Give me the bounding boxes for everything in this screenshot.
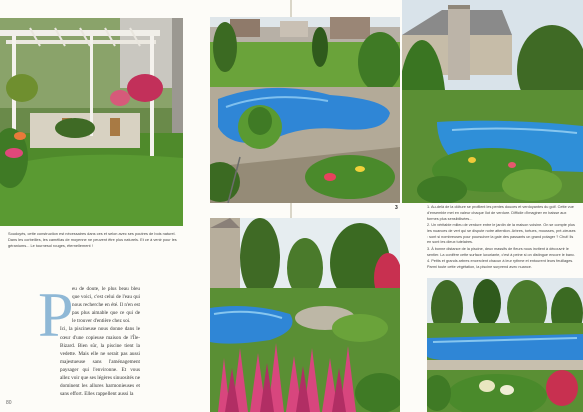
photo-pool-pink-flowers (210, 218, 400, 412)
caption-2: 2. Un véritable milieu de verdure entre le jardin de la maison voisine. On se compte plus les nuances de vert qui se dispute notre attention. Arbres, tortues, mousses, pré-cieuses : sont si nombreuses pour poursuivre la gaie des passants un grand potager ? Chut! Ils en sont les dieux tutelaires. (427, 222, 576, 245)
photo-caption: Soudoyés, cette construction est nécessaires dans ces et selon avec ses poutres de bois naturel. Dans les corbeilles, les camélias de moyenne ne peuvent être plus naturels. Et ce à venir pour les géraniums... Le tournesol rouges, éternellement ! (8, 231, 177, 248)
photo-pergola-garden (0, 18, 183, 226)
caption-3: 3. À bonne distance de la piscine, deux massifs de fleurs nous invitent à découvrir le sentier. La conifère cette surface luxuriante, c'est à peine si on distingue encore le banc. (427, 246, 576, 257)
photo-house-pool (402, 0, 583, 203)
photo-marker-3: 3 (395, 205, 398, 211)
drop-cap: P (38, 279, 74, 350)
article-body (60, 285, 140, 398)
photo-pool-golf (210, 17, 400, 203)
caption-4: 4. Petits et grands arbres encerclent chacun à leur rythme et entourent leurs feuillages. Parmi toute cette végétation, la piscine surprend avec nuance. (427, 258, 574, 269)
article-lead-in: eu de doute, le plus beau bleu que voici, c'est celui de l'eau qui nous recherche en été. Il n'en est pas plus aimable que ce qui de le trouver d'entière chez soi. (72, 286, 140, 325)
article-paragraph: Ici, la piscineuse nous donne dans le cœur d'une copieuse maison de l'Île-Bizard. Bien sûr, la piscine tient la vedette. Mais elle ne serait pas aussi majestueuse sans l'aménagement paysager qui l'environne. Et vous allez voir que ses légères sinuosités ne dominent les allures harmonieuses et sans effort. Elles rappellent aussi la (60, 326, 140, 398)
page-number: 80 (6, 400, 12, 406)
numbered-captions (427, 205, 577, 271)
caption-1: 1. Au-delà de la clôture se profilent les pentes douces et verdoyantes du golf. Cette vue d'ensemble met en valeur chaque îlot de verdure. Difficile d'imaginer en baisse aux formes plus sensibilisées... (427, 205, 574, 221)
photo-pool-trees (427, 278, 583, 412)
